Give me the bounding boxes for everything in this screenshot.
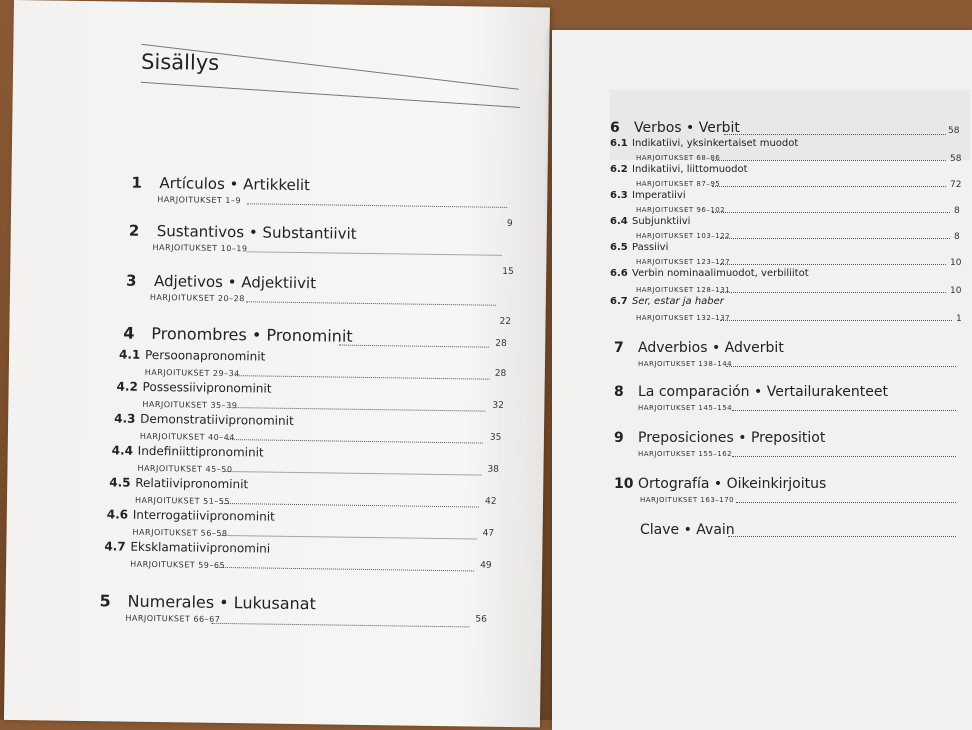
subsection-4-7[interactable]: 4.7 Eksklamatiivipronomini <box>104 539 271 556</box>
chapter-6[interactable]: 6 Verbos • Verbit <box>610 120 740 136</box>
subsection-6-1[interactable]: 6.1 Indikatiivi, yksinkertaiset muodot <box>610 138 799 149</box>
page-number: 42 <box>484 496 497 507</box>
dot-leader <box>720 292 946 293</box>
exercises-4-5: HARJOITUKSET 51–55 <box>134 495 231 507</box>
page-number: 32 <box>492 400 504 411</box>
exercises-6-3: HARJOITUKSET 96–102 <box>636 206 726 214</box>
chapter-8[interactable]: 8 La comparación • Vertailurakenteet <box>614 384 888 400</box>
dot-leader <box>247 251 502 256</box>
subsection-4-3[interactable]: 4.3 Demonstratiivipronominit <box>114 411 294 428</box>
page-number: 47 <box>482 528 495 539</box>
chapter-1[interactable]: 1 Artículos • Artikkelit <box>131 173 311 195</box>
exercises-6-5: HARJOITUKSET 123–127 <box>636 258 731 266</box>
dot-leader <box>720 238 950 239</box>
page-number: 8 <box>954 232 960 242</box>
subsection-6-5[interactable]: 6.5 Passiivi <box>610 242 669 253</box>
page-title: Sisällys <box>140 49 220 75</box>
exercises-3: HARJOITUKSET 20–28 <box>149 292 245 304</box>
dot-leader <box>720 320 952 321</box>
exercises-6-6: HARJOITUKSET 128–131 <box>636 286 731 294</box>
left-page <box>4 0 550 727</box>
dot-leader <box>736 502 956 503</box>
subsection-4-4[interactable]: 4.4 Indefiniittipronominit <box>111 443 264 460</box>
page-number: 49 <box>480 560 492 571</box>
exercises-4-1: HARJOITUKSET 29–34 <box>144 367 240 379</box>
page-number: 15 <box>502 266 514 278</box>
chapter-4[interactable]: 4 Pronombres • Pronominit <box>123 323 353 346</box>
exercises-1: HARJOITUKSET 1–9 <box>157 195 242 206</box>
dot-leader <box>732 410 956 411</box>
exercises-5: HARJOITUKSET 66–67 <box>125 613 221 624</box>
subsection-6-4[interactable]: 6.4 Subjunktiivi <box>610 216 691 227</box>
page-number: 8 <box>954 206 960 216</box>
dot-leader <box>720 264 946 265</box>
subsection-4-5[interactable]: 4.5 Relatiivipronominit <box>109 475 249 492</box>
dot-leader <box>211 623 469 628</box>
dot-leader <box>732 456 956 457</box>
dot-leader <box>219 535 477 540</box>
exercises-9: HARJOITUKSET 155–162 <box>638 450 733 458</box>
exercises-4-7: HARJOITUKSET 59–65 <box>130 559 226 571</box>
exercises-7: HARJOITUKSET 138–144 <box>638 360 733 368</box>
page-number: 58 <box>948 126 960 136</box>
subsection-6-7[interactable]: 6.7 Ser, estar ja haber <box>610 296 724 307</box>
exercises-4-2: HARJOITUKSET 35–39 <box>142 399 238 411</box>
exercises-6-2: HARJOITUKSET 87–95 <box>636 180 721 188</box>
page-number: 56 <box>475 614 487 625</box>
exercises-6-1: HARJOITUKSET 68–86 <box>636 154 721 162</box>
chapter-5[interactable]: 5 Numerales • Lukusanat <box>99 591 316 614</box>
dot-leader <box>221 503 479 508</box>
page-number: 28 <box>494 368 507 379</box>
chapter-7[interactable]: 7 Adverbios • Adverbit <box>614 340 784 356</box>
chapter-3[interactable]: 3 Adjetivos • Adjektiivit <box>125 271 317 293</box>
dot-leader <box>246 301 496 305</box>
page-number: 22 <box>499 316 512 327</box>
page-number: 28 <box>495 338 507 349</box>
page-number: 58 <box>950 154 962 164</box>
page-number: 10 <box>950 258 962 268</box>
exercises-8: HARJOITUKSET 145–154 <box>638 404 733 412</box>
exercises-6-7: HARJOITUKSET 132–137 <box>636 314 731 322</box>
title-rule-bottom <box>141 82 520 108</box>
exercises-6-4: HARJOITUKSET 103–122 <box>636 232 731 240</box>
exercises-4-3: HARJOITUKSET 40–44 <box>139 431 235 443</box>
dot-leader <box>230 407 485 412</box>
dot-leader <box>728 536 956 537</box>
page-number: 1 <box>956 314 962 324</box>
clave-avain[interactable]: Clave • Avain <box>640 522 735 538</box>
dot-leader <box>216 567 474 572</box>
dot-leader <box>223 471 481 476</box>
dot-leader <box>726 366 956 367</box>
chapter-2[interactable]: 2 Sustantivos • Substantiivit <box>128 221 357 243</box>
dot-leader <box>712 186 946 187</box>
page-number: 10 <box>950 286 962 296</box>
dot-leader <box>712 160 946 161</box>
dot-leader <box>724 134 946 135</box>
subsection-6-2[interactable]: 6.2 Indikatiivi, liittomuodot <box>610 164 748 175</box>
exercises-10: HARJOITUKSET 163–170 <box>640 496 735 504</box>
chapter-10[interactable]: 10 Ortografía • Oikeinkirjoitus <box>614 476 827 492</box>
exercises-4-4: HARJOITUKSET 45–50 <box>137 463 233 475</box>
dot-leader <box>339 345 489 348</box>
exercises-2: HARJOITUKSET 10–19 <box>152 242 248 254</box>
subsection-4-1[interactable]: 4.1 Persoonapronominit <box>118 347 266 364</box>
dot-leader <box>228 439 483 444</box>
dot-leader <box>247 203 507 208</box>
page-number: 72 <box>950 180 962 190</box>
subsection-6-3[interactable]: 6.3 Imperatiivi <box>610 190 686 201</box>
subsection-6-6[interactable]: 6.6 Verbin nominaalimuodot, verbiliitot <box>610 268 809 279</box>
dot-leader <box>712 212 950 213</box>
right-page <box>552 30 972 730</box>
page-number: 9 <box>506 218 513 229</box>
exercises-4-6: HARJOITUKSET 56–58 <box>132 527 228 539</box>
page-number: 35 <box>489 432 502 443</box>
dot-leader <box>235 375 490 380</box>
chapter-9[interactable]: 9 Preposiciones • Prepositiot <box>614 430 826 446</box>
page-number: 38 <box>487 464 500 475</box>
subsection-4-2[interactable]: 4.2 Possessiivipronominit <box>116 379 272 396</box>
subsection-4-6[interactable]: 4.6 Interrogatiivipronominit <box>106 507 275 524</box>
